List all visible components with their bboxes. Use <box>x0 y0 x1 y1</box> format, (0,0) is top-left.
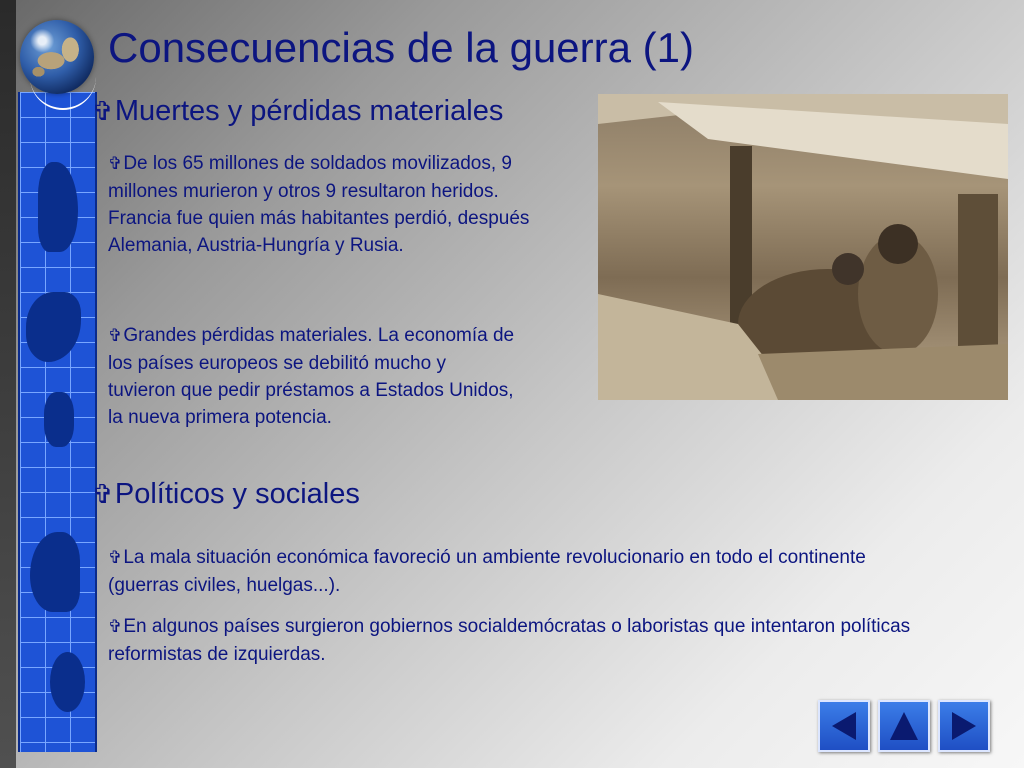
bullet-text: Grandes pérdidas materiales. La economía de los países europeos se debilitó mucho y tuvieron que pedir préstamos a Estados Unidos, la nueva primera potencia. <box>108 325 515 428</box>
arrow-up-icon <box>880 702 928 750</box>
cross-bullet-icon: ✞ <box>92 480 114 510</box>
map-landmass <box>44 392 74 447</box>
arrow-left-icon <box>820 702 868 750</box>
cross-bullet-icon: ✞ <box>108 326 123 346</box>
bullet-revolution <box>108 544 928 599</box>
bullet-text: La mala situación económica favoreció un ambiente revolucionario en todo el continente (guerras civiles, huelgas...). <box>108 547 866 596</box>
home-slide-button[interactable] <box>878 700 930 752</box>
section-heading-text: Políticos y sociales <box>114 478 360 510</box>
bullet-governments <box>108 613 928 668</box>
section-heading-deaths <box>92 95 503 128</box>
left-dark-band <box>0 0 16 768</box>
bullet-soldiers <box>108 150 548 259</box>
map-landmass <box>30 532 80 612</box>
map-landmass <box>26 292 81 362</box>
map-landmass <box>38 162 78 252</box>
world-map-strip <box>18 92 97 752</box>
bullet-text: De los 65 millones de soldados movilizados, 9 millones murieron y otros 9 resultaron heridos. Francia fue quien más habitantes perdió, después Alemania, Austria-Hungría y Rusia. <box>108 153 530 256</box>
trench-photo-illustration <box>598 94 1008 400</box>
cross-bullet-icon: ✞ <box>92 97 114 127</box>
previous-slide-button[interactable] <box>818 700 870 752</box>
cross-bullet-icon: ✞ <box>108 617 123 637</box>
section-heading-political <box>92 478 360 511</box>
cross-bullet-icon: ✞ <box>108 154 123 174</box>
arrow-right-icon <box>940 702 988 750</box>
trench-photo <box>598 94 1008 400</box>
slide-title: Consecuencias de la guerra (1) <box>108 24 694 71</box>
map-landmass <box>50 652 85 712</box>
bullet-material-losses <box>108 322 518 431</box>
bullet-text: En algunos países surgieron gobiernos socialdemócratas o laboristas que intentaron políticas reformistas de izquierdas. <box>108 616 911 665</box>
section-heading-text: Muertes y pérdidas materiales <box>114 95 504 127</box>
next-slide-button[interactable] <box>938 700 990 752</box>
globe-icon <box>20 20 94 94</box>
cross-bullet-icon: ✞ <box>108 548 123 568</box>
